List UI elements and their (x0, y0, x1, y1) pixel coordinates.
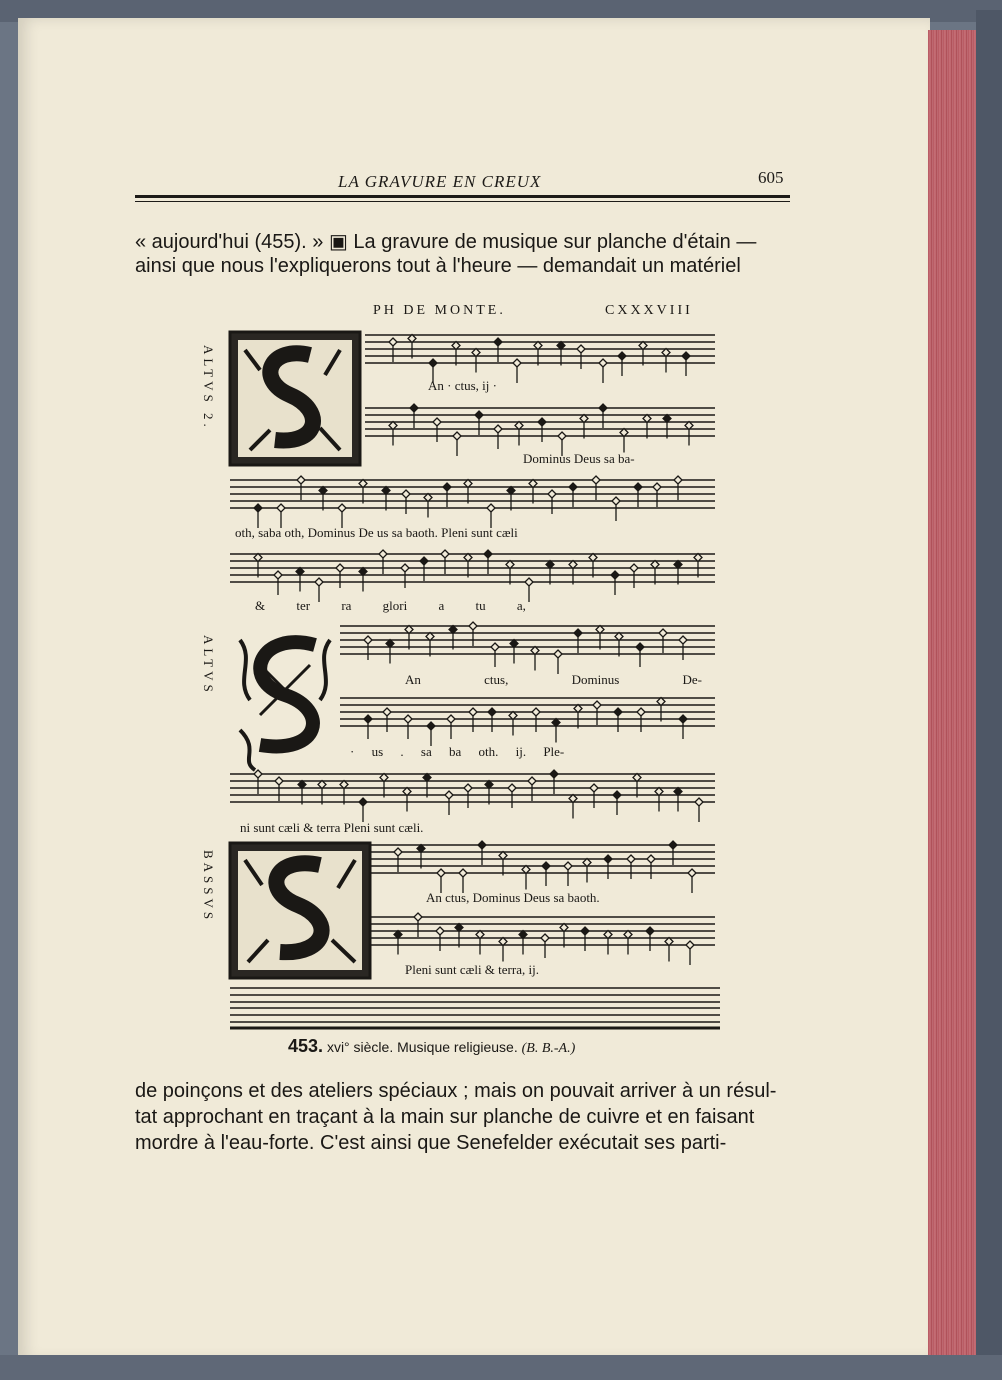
note-head (634, 483, 642, 491)
note-head (550, 770, 558, 778)
note-head (532, 708, 540, 716)
lyric-line: ni sunt cæli & terra Pleni sunt cæli. (240, 820, 424, 835)
figure-caption (288, 1036, 575, 1057)
note-head (653, 483, 661, 491)
note-head (614, 708, 622, 716)
note-head (541, 934, 549, 942)
running-title: LA GRAVURE EN CREUX (338, 172, 542, 191)
note-head (274, 571, 282, 579)
caption-text: xvi° siècle. Musique religieuse. (326, 1039, 518, 1055)
lyric-line: An ctus, Dominus De- (405, 672, 702, 687)
note-head (525, 578, 533, 586)
note-head (488, 708, 496, 716)
ornate-initial-s-3 (230, 843, 370, 978)
note-head (528, 777, 536, 785)
note-head (688, 869, 696, 877)
voice-label: BASSVS (201, 850, 216, 924)
note-head (297, 476, 305, 484)
note-head (494, 425, 502, 433)
note-head (542, 862, 550, 870)
note-head (599, 404, 607, 412)
lyric-line: An · ctus, ij · (428, 378, 497, 393)
note-head (336, 564, 344, 572)
figure-header-composer: PH DE MONTE. (373, 303, 506, 318)
body-text-line: mordre à l'eau-forte. C'est ainsi que Senefelder exécutait ses parti- (135, 1132, 727, 1154)
note-head (686, 941, 694, 949)
note-head (695, 798, 703, 806)
figure-header-folio: CXXXVIII (605, 303, 693, 318)
note-head (590, 784, 598, 792)
note-head (574, 629, 582, 637)
caption-number: 453. (288, 1036, 324, 1056)
note-head (359, 798, 367, 806)
note-head (459, 869, 467, 877)
book-cover-edge (976, 10, 1002, 1380)
note-head (636, 643, 644, 651)
note-head (508, 784, 516, 792)
note-head (564, 862, 572, 870)
lyric-line: oth, saba oth, Dominus De us sa baoth. Pleni sunt cæli (235, 525, 518, 540)
note-head (627, 855, 635, 863)
header-rule (135, 195, 790, 198)
note-head (441, 550, 449, 558)
note-head (436, 927, 444, 935)
note-head (674, 476, 682, 484)
scan-background-bottom (0, 1355, 1002, 1380)
note-head (630, 564, 638, 572)
music-figure (200, 300, 730, 1040)
note-head (414, 913, 422, 921)
page-number: 605 (758, 168, 784, 187)
note-head (612, 497, 620, 505)
note-head (401, 564, 409, 572)
note-head (581, 927, 589, 935)
voice-label: ALTVS (201, 635, 216, 696)
note-head (437, 869, 445, 877)
note-head (410, 404, 418, 412)
music-staves (200, 300, 730, 1040)
caption-source: (B. B.-A.) (521, 1041, 576, 1056)
ornate-initial-s-2 (240, 640, 330, 770)
note-head (592, 476, 600, 484)
note-head (613, 791, 621, 799)
note-head (679, 636, 687, 644)
note-head (254, 770, 262, 778)
note-head (447, 715, 455, 723)
note-head (487, 504, 495, 512)
note-head (364, 715, 372, 723)
note-head (464, 784, 472, 792)
body-text-line: « aujourd'hui (455). » ▣ La gravure de musique sur planche d'étain — (135, 231, 757, 253)
note-head (475, 411, 483, 419)
note-head (315, 578, 323, 586)
note-head (491, 643, 499, 651)
note-head (420, 557, 428, 565)
note-head (453, 432, 461, 440)
note-head (469, 622, 477, 630)
body-text-line: de poinçons et des ateliers spéciaux ; mais on pouvait arriver à un résul- (135, 1080, 777, 1102)
note-head (394, 848, 402, 856)
lyric-line: Dominus Deus sa ba- (523, 451, 635, 466)
lyric-line: Pleni sunt cæli & terra, ij. (405, 962, 539, 977)
note-head (383, 708, 391, 716)
note-head (637, 708, 645, 716)
lyric-line: An ctus, Dominus Deus sa baoth. (426, 890, 600, 905)
ornate-initial-s-1 (230, 332, 360, 465)
note-head (647, 855, 655, 863)
note-head (445, 791, 453, 799)
note-head (379, 550, 387, 558)
body-text-line: tat approchant en traçant à la main sur planche de cuivre et en faisant (135, 1106, 755, 1128)
note-head (669, 841, 677, 849)
note-head (254, 504, 262, 512)
body-text-line: ainsi que nous l'expliquerons tout à l'heure — demandait un matériel (135, 255, 741, 277)
note-head (646, 927, 654, 935)
note-head (275, 777, 283, 785)
note-head (469, 708, 477, 716)
note-head (679, 715, 687, 723)
lyric-line: · us . sa ba oth. ij. Ple- (350, 744, 565, 759)
note-head (484, 550, 492, 558)
note-head (277, 504, 285, 512)
note-head (429, 359, 437, 367)
note-head (404, 715, 412, 723)
note-head (538, 418, 546, 426)
note-head (513, 359, 521, 367)
note-head (611, 571, 619, 579)
note-head (389, 338, 397, 346)
voice-label: ALTVS 2. (201, 345, 216, 431)
note-head (558, 432, 566, 440)
note-head (494, 338, 502, 346)
note-head (599, 359, 607, 367)
note-head (364, 636, 372, 644)
note-head (554, 650, 562, 658)
note-head (427, 722, 435, 730)
note-head (659, 629, 667, 637)
note-head (618, 352, 626, 360)
note-head (433, 418, 441, 426)
note-head (593, 701, 601, 709)
lyric-line: & ter ra glori a tu a, (255, 598, 526, 613)
note-head (682, 352, 690, 360)
note-head (577, 345, 585, 353)
note-head (604, 855, 612, 863)
note-head (478, 841, 486, 849)
note-head (338, 504, 346, 512)
note-head (548, 490, 556, 498)
note-head (402, 490, 410, 498)
page-fore-edge (928, 30, 976, 1360)
header-rule-thin (135, 201, 790, 202)
note-head (443, 483, 451, 491)
note-head (569, 483, 577, 491)
